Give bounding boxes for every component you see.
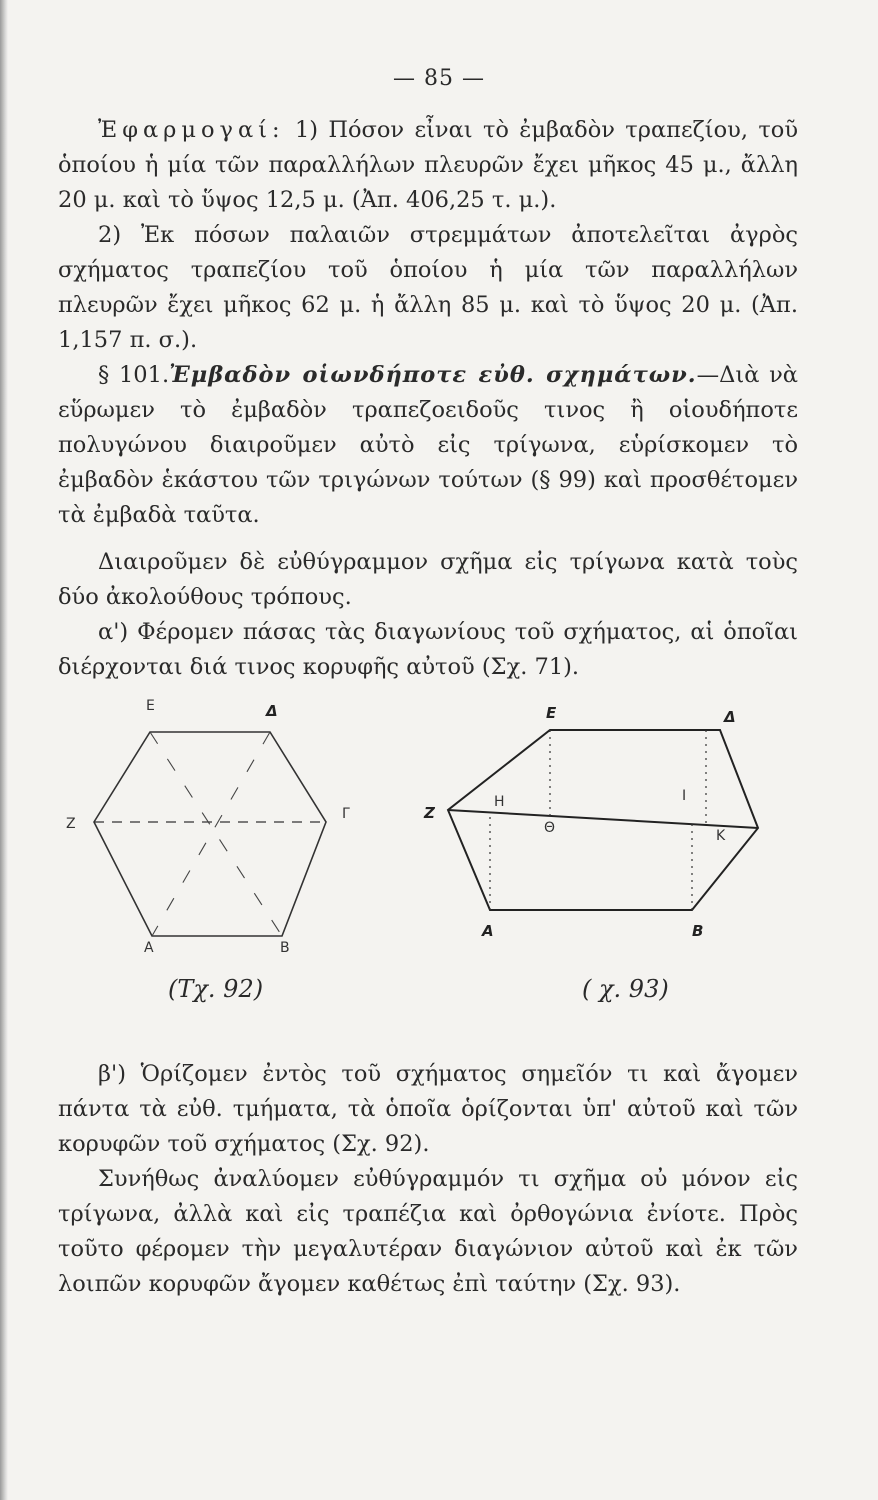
label93-th: Θ	[544, 820, 556, 836]
label-g: Γ	[342, 806, 350, 822]
hexagon-outline	[94, 732, 326, 936]
label93-k: K	[716, 828, 726, 844]
figure-93-drawing	[420, 700, 780, 960]
section-number: § 101.	[98, 362, 170, 388]
figure-92-drawing	[60, 690, 360, 960]
section-body: —Διὰ νὰ εὕρωμεν τὸ ἐμβαδὸν τραπεζοειδοῦς τινος ἢ οἱουδήποτε πολυγώνου διαιροῦμεν αὐτὸ εἰς τρίγωνα, εὑρίσκομεν τὸ ἐμβαδὸν ἑκάστου τῶν τριγώνων τούτων (§ 99) καὶ προσθέτομεν τὰ ἐμβαδὰ ταῦτα.	[58, 362, 799, 528]
section-101	[58, 358, 798, 533]
label-z: Z	[66, 816, 76, 832]
caption-figure-93: ( χ. 93)	[582, 975, 669, 1003]
label93-z: Z	[424, 804, 435, 822]
section-title: Ἐμβαδὸν οἱωνδήποτε εὐθ. σχημάτων.	[169, 362, 697, 388]
label93-h: Η	[494, 794, 505, 810]
label-a: Α	[144, 940, 154, 956]
page-number: — 85 —	[393, 66, 485, 91]
paragraph-usually: Συνήθως ἀναλύομεν εὐθύγραμμόν τι σχῆμα οὐ μόνον εἰς τρίγωνα, ἀλλὰ καὶ εἰς τραπέζια καὶ ὀρθογώνια ἐνίοτε. Πρὸς τοῦτο φέρομεν τὴν μεγαλυτέραν διαγώνιον αὐτοῦ καὶ ἐκ τῶν λοιπῶν κορυφῶν ἄγομεν καθέτως ἐπὶ ταύτην (Σχ. 93).	[58, 1166, 798, 1297]
paragraph-alpha: α') Φέρομεν πάσας τὰς διαγωνίους τοῦ σχήματος, αἱ ὁποῖαι διέρχονται διά τινος κορυφῆς αὐτοῦ (Σχ. 71).	[58, 619, 798, 680]
figure-93	[420, 700, 780, 960]
application-1	[58, 113, 798, 218]
caption-figure-92: (Τχ. 92)	[168, 975, 264, 1003]
label-b: Β	[280, 940, 290, 956]
figure-92	[60, 690, 360, 960]
main-diagonal	[448, 810, 758, 828]
application-1-text: 1) Πόσον εἶναι τὸ ἐμβαδὸν τραπεζίου, τοῦ ὁποίου ἡ μία τῶν παραλλήλων πλευρῶν ἔχει μῆκος 45 μ., ἄλλη 20 μ. καὶ τὸ ὕψος 12,5 μ. (Ἀπ. 406,25 τ. μ.).	[58, 117, 798, 213]
label93-i: I	[682, 788, 687, 804]
application-2: 2) Ἐκ πόσων παλαιῶν στρεμμάτων ἀποτελεῖται ἀγρὸς σχήματος τραπεζίου τοῦ ὁποίου ἡ μία τῶν παραλλήλων πλευρῶν ἔχει μῆκος 62 μ. ἡ ἄλλη 85 μ. καὶ τὸ ὕψος 20 μ. (Ἀπ. 1,157 π. σ.).	[58, 222, 798, 353]
label93-e: E	[546, 704, 557, 722]
label93-b: B	[692, 922, 704, 940]
lower-text-block	[58, 1057, 798, 1302]
label-e: E	[146, 698, 155, 714]
label93-a: A	[482, 922, 494, 940]
applications-block	[58, 113, 798, 685]
applications-prefix: Ἐφαρμογαί:	[98, 117, 285, 143]
paragraph-divide: Διαιροῦμεν δὲ εὐθύγραμμον σχῆμα εἰς τρίγωνα κατὰ τοὺς δύο ἀκολούθους τρόπους.	[58, 549, 798, 610]
page-binding-shadow	[0, 0, 8, 1500]
label-d: Δ	[266, 702, 278, 720]
label93-d: Δ	[724, 708, 736, 726]
paragraph-beta: β') Ὁρίζομεν ἐντὸς τοῦ σχήματος σημεῖόν τι καὶ ἄγομεν πάντα τὰ εὐθ. τμήματα, τὰ ὁποῖα ὁρίζονται ὑπ' αὐτοῦ καὶ τῶν κορυφῶν τοῦ σχήματος (Σχ. 92).	[58, 1061, 798, 1157]
